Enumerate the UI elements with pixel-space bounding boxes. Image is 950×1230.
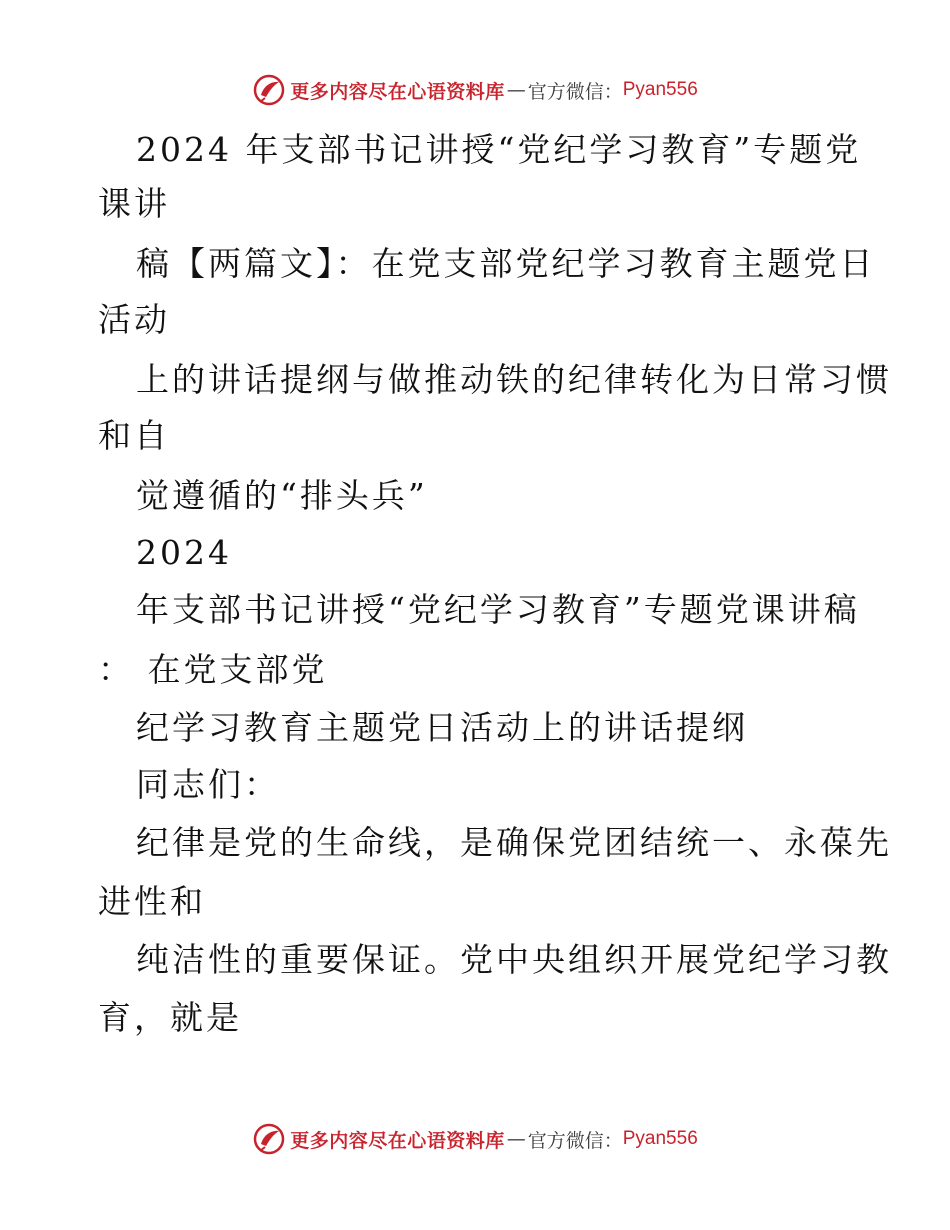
text-line: 纪律是党的生命线，是确保党团结统一、永葆先 — [136, 823, 892, 862]
footer-watermark — [0, 1119, 950, 1159]
watermark-separator: — — [506, 79, 526, 101]
text-line: ： 在党支部党 — [98, 650, 328, 689]
text-line: 2024 — [136, 533, 232, 572]
header-watermark — [0, 70, 950, 110]
text-line: 年支部书记讲授“党纪学习教育”专题党课讲稿 — [136, 590, 860, 629]
text-line: 课讲 — [98, 184, 170, 223]
text-line: 觉遵循的“排头兵” — [136, 476, 428, 515]
text-line: 同志们： — [136, 765, 280, 804]
text-line: 稿【两篇文】：在党支部党纪学习教育主题党日 — [136, 244, 876, 283]
text-line: 2024 年支部书记讲授“党纪学习教育”专题党 — [136, 130, 862, 169]
text-line: 育，就是 — [98, 998, 242, 1037]
watermark-label: 官方微信： — [527, 80, 623, 103]
watermark-account: Pyan556 — [622, 79, 698, 100]
brand-logo-icon — [252, 1122, 286, 1156]
watermark-account: Pyan556 — [622, 1128, 698, 1149]
watermark-brand: 更多内容尽在心语资料库 — [290, 80, 505, 103]
text-line: 进性和 — [98, 882, 206, 921]
watermark-label: 官方微信： — [527, 1129, 623, 1152]
text-line: 纪学习教育主题党日活动上的讲话提纲 — [136, 708, 748, 747]
text-line: 活动 — [98, 300, 170, 339]
brand-logo-icon — [252, 73, 286, 107]
text-line: 纯洁性的重要保证。党中央组织开展党纪学习教 — [136, 940, 892, 979]
watermark-separator: — — [506, 1128, 526, 1150]
text-line: 上的讲话提纲与做推动铁的纪律转化为日常习惯 — [136, 360, 892, 399]
watermark-brand: 更多内容尽在心语资料库 — [290, 1129, 505, 1152]
text-line: 和自 — [98, 416, 170, 455]
